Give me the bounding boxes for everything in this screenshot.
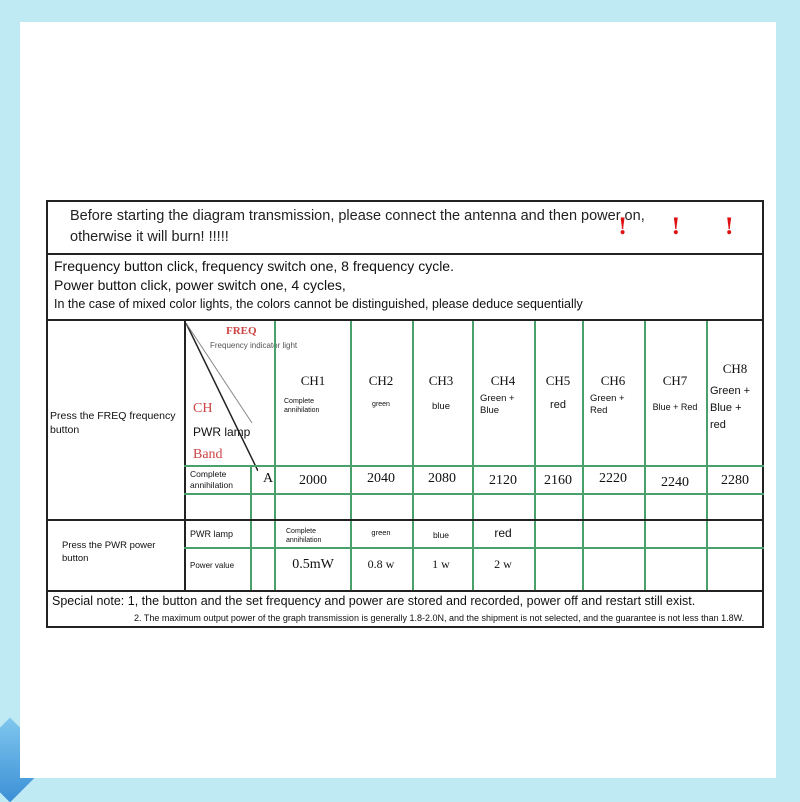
pwr-row-label: Press the PWR power button	[62, 540, 156, 564]
diag-freq-sublabel: Frequency indicator light	[210, 341, 298, 350]
power-lamp: blue	[432, 530, 450, 540]
power-value-label: Power value	[190, 561, 235, 570]
grid-line	[534, 321, 536, 590]
channel-freq: 2240	[661, 475, 689, 490]
note-line-1: Special note: 1, the button and the set frequency and power are stored and recorded, power off and restart still exist.	[52, 594, 696, 608]
warning-line-2: otherwise it will burn! !!!!!	[70, 229, 229, 245]
channel-name: CH2	[368, 373, 394, 388]
instructions	[48, 255, 762, 321]
document-page	[20, 22, 776, 778]
power-value: 0.5mW	[292, 557, 334, 572]
channel-name: CH4	[490, 373, 516, 388]
grid-line	[250, 465, 252, 590]
power-value: 1 w	[432, 557, 450, 571]
channel-freq: 2220	[599, 471, 627, 486]
power-value: 2 w	[494, 557, 512, 571]
channel-name: CH8	[722, 361, 748, 376]
grid-line	[706, 321, 708, 590]
freq-row-label: Press the FREQ frequency button	[50, 410, 176, 436]
band-code: A	[262, 471, 274, 486]
pwr-lamp-label: PWR lamp	[190, 529, 234, 539]
diag-pwr-label: PWR lamp	[193, 425, 251, 439]
power-lamp: green	[371, 528, 391, 537]
instruction-line-2: Power button click, power switch one, 4 cycles,	[54, 277, 346, 293]
channel-freq: 2160	[544, 473, 572, 488]
channel-name: CH6	[600, 373, 626, 388]
grid-line	[582, 321, 584, 590]
special-note	[48, 590, 762, 630]
grid-line	[350, 321, 352, 590]
power-lamp: Complete annihilation	[286, 528, 322, 544]
instruction-line-1: Frequency button click, frequency switch one, 8 frequency cycle.	[54, 258, 454, 274]
power-lamp: red	[494, 526, 512, 540]
channel-color: green	[372, 401, 390, 408]
grid-line	[412, 321, 414, 590]
channel-name: CH1	[300, 373, 326, 388]
channel-color: Green + Red	[590, 393, 625, 416]
channel-freq: 2120	[489, 473, 517, 488]
grid-line	[48, 519, 764, 521]
band-label: Complete annihilation	[190, 469, 234, 490]
grid-line	[184, 321, 186, 590]
grid-line	[184, 465, 764, 467]
spec-table	[48, 321, 762, 590]
warning-line-1: Before starting the diagram transmission, please connect the antenna and then power on,	[70, 208, 645, 224]
grid-line	[472, 321, 474, 590]
warning-marks: ! ! !	[617, 214, 752, 240]
warning-text	[70, 206, 645, 248]
channel-color: Green + Blue	[480, 393, 515, 416]
grid-line	[644, 321, 646, 590]
power-value: 0.8 w	[367, 557, 395, 571]
channel-freq: 2000	[299, 473, 327, 488]
diag-freq-label: FREQ	[226, 325, 257, 337]
spec-sheet	[46, 200, 764, 628]
diag-band-label: Band	[193, 447, 223, 462]
channel-color: red	[550, 399, 566, 411]
grid-line	[184, 493, 764, 495]
channel-name: CH3	[428, 373, 454, 388]
channel-freq: 2080	[428, 471, 456, 486]
channel-freq: 2040	[367, 471, 395, 486]
channel-freq: 2280	[721, 473, 749, 488]
grid-line	[274, 321, 276, 590]
note-line-2: 2. The maximum output power of the graph transmission is generally 1.8-2.0N, and the shipment is not selected, and the guarantee is not less than 1.8W.	[134, 613, 745, 623]
channel-name: CH5	[545, 373, 571, 388]
channel-color: Blue + Red	[652, 402, 698, 412]
channel-name: CH7	[662, 373, 688, 388]
grid-line	[184, 547, 764, 549]
diag-ch-label: CH	[193, 401, 213, 416]
channel-color: Complete annihilation	[284, 398, 320, 414]
warning-banner	[48, 202, 762, 255]
instruction-line-3: In the case of mixed color lights, the colors cannot be distinguished, please deduce sequentially	[54, 297, 583, 311]
channel-color: blue	[432, 401, 450, 412]
channel-color: Green + Blue + red	[710, 385, 751, 431]
